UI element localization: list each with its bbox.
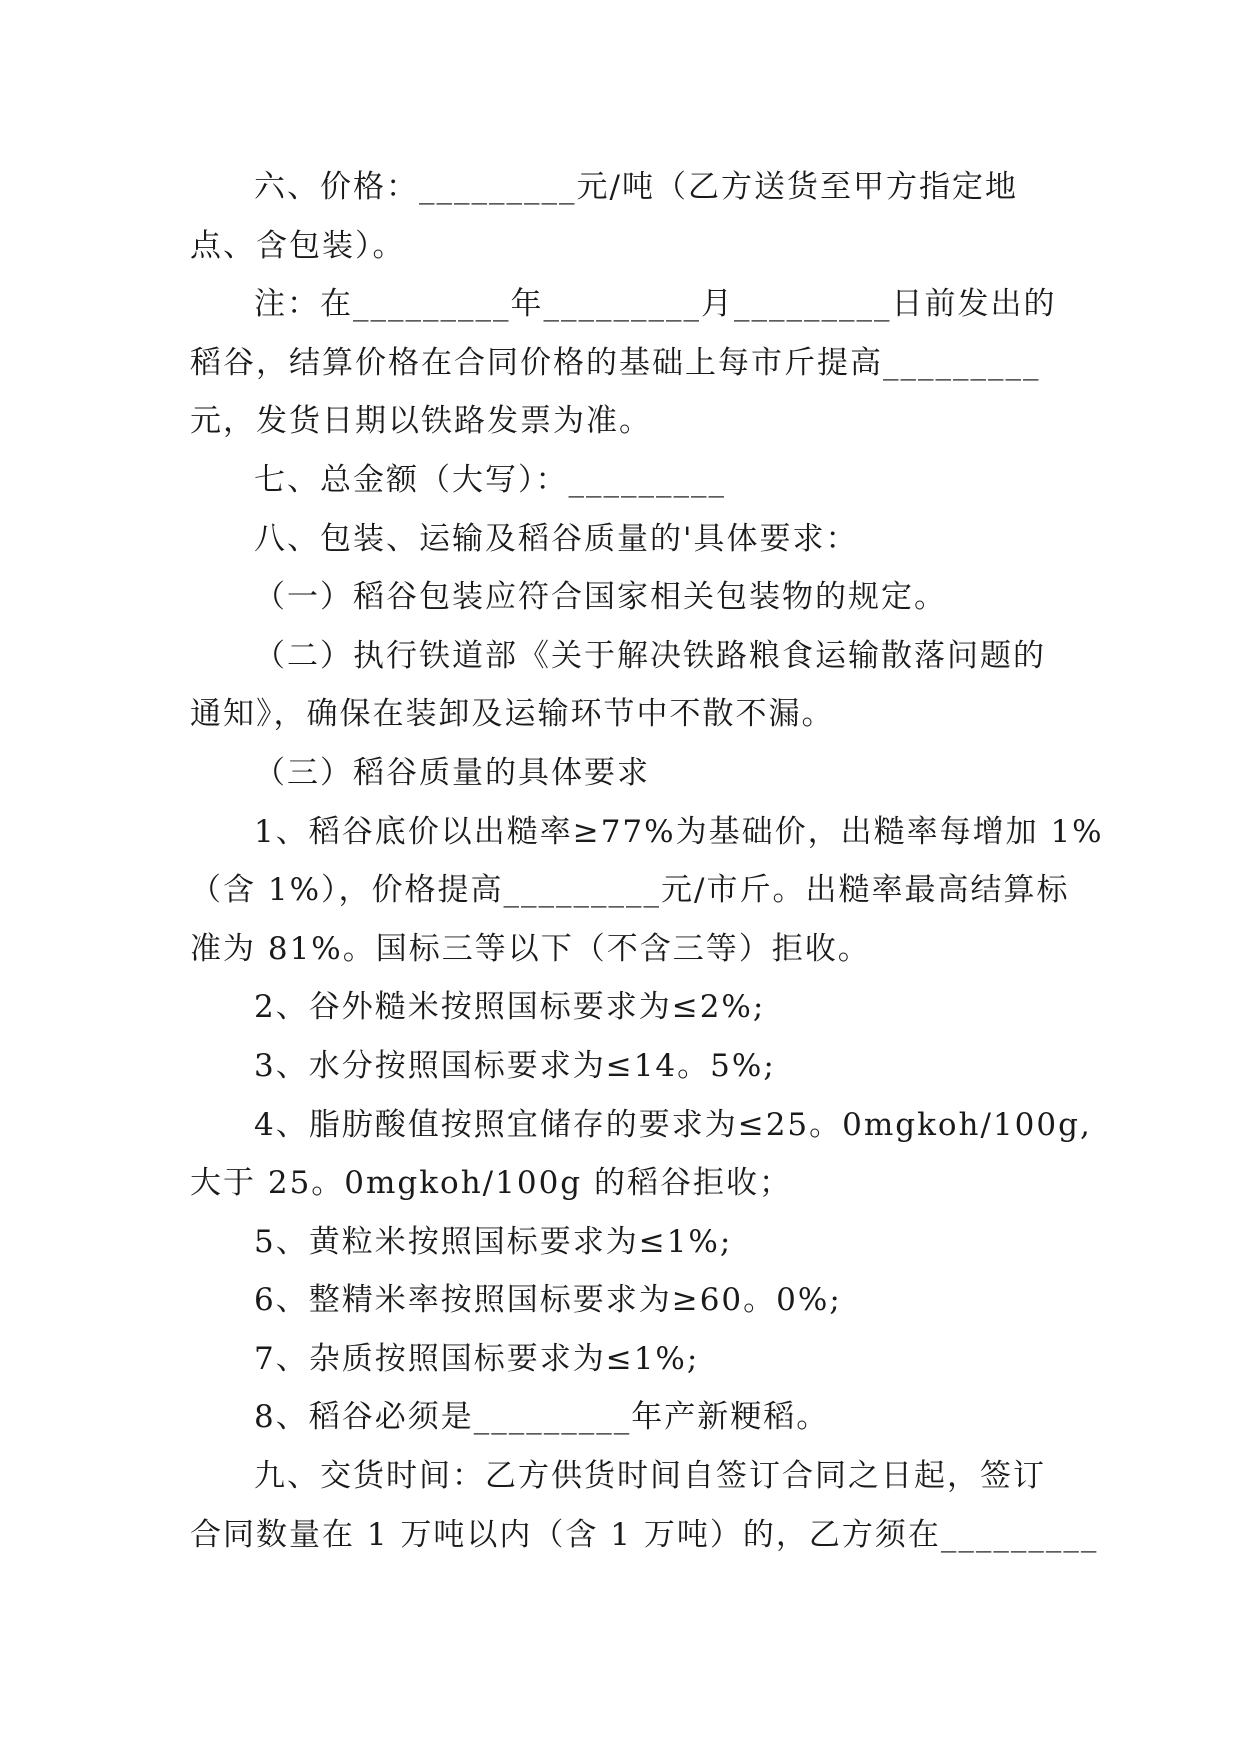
text-line: 八、包装、运输及稻谷质量的'具体要求： xyxy=(254,520,859,557)
text-line: 合同数量在 1 万吨以内（含 1 万吨）的，乙方须在_________ xyxy=(190,1516,1099,1553)
document-body xyxy=(190,158,1104,1564)
text-line: 5、黄粒米按照国标要求为≤1%; xyxy=(254,1223,733,1260)
text-line: 3、水分按照国标要求为≤14。5%; xyxy=(254,1047,776,1084)
text-line: 七、总金额（大写）：_________ xyxy=(254,461,726,498)
text-line: 注：在_________年_________月_________日前发出的 xyxy=(254,286,1057,323)
text-line: 1、稻谷底价以出糙率≥77%为基础价，出糙率每增加 1% xyxy=(254,813,1104,850)
text-line: （含 1%），价格提高_________元/市斤。出糙率最高结算标 xyxy=(190,872,1070,909)
text-line: （一）稻谷包装应符合国家相关包装物的规定。 xyxy=(254,579,947,616)
text-line: 4、脂肪酸值按照宜储存的要求为≤25。0mgkoh/100g, xyxy=(254,1106,1092,1143)
text-line: （二）执行铁道部《关于解决铁路粮食运输散落问题的 xyxy=(254,637,1046,674)
text-line: 2、谷外糙米按照国标要求为≤2%; xyxy=(254,989,766,1026)
text-line: 九、交货时间：乙方供货时间自签订合同之日起，签订 xyxy=(254,1458,1046,1495)
text-line: 通知》，确保在装卸及运输环节中不散不漏。 xyxy=(190,696,835,733)
text-line: 元，发货日期以铁路发票为准。 xyxy=(190,403,652,440)
text-line: 准为 81%。国标三等以下（不含三等）拒收。 xyxy=(190,930,871,967)
text-line: （三）稻谷质量的具体要求 xyxy=(254,754,650,791)
text-line: 6、整精米率按照国标要求为≥60。0%; xyxy=(254,1282,842,1319)
text-line: 7、杂质按照国标要求为≤1%; xyxy=(254,1340,700,1377)
text-line: 8、稻谷必须是_________年产新粳稻。 xyxy=(254,1399,830,1436)
text-line: 稻谷，结算价格在合同价格的基础上每市斤提高_________ xyxy=(190,344,1041,381)
text-line: 六、价格：_________元/吨（乙方送货至甲方指定地 xyxy=(254,169,1018,205)
text-line: 点、含包装）。 xyxy=(190,227,406,264)
text-line: 大于 25。0mgkoh/100g 的稻谷拒收； xyxy=(190,1165,792,1202)
